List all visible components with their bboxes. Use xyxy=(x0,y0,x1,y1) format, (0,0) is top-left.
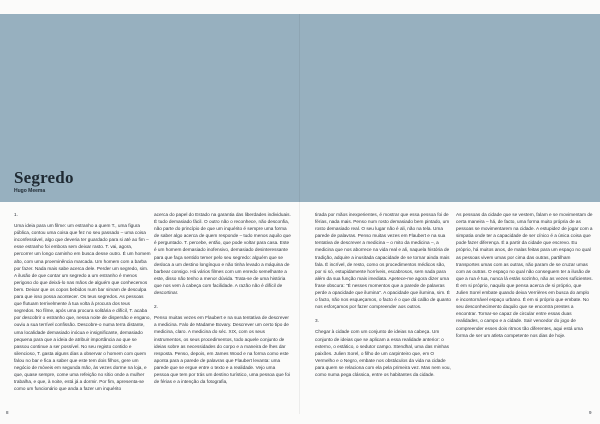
section-number-3: 3. xyxy=(315,318,319,324)
text-column-4 xyxy=(456,211,593,346)
paragraph: acerca do papel do Estado na garantia das liberdades individuais. É tudo demasiado fácil. O outro não o reconhece, não desconfia, não parte do princípio de que um inquérito é sempre uma forma de saber algo acerca de quem responde – tudo menos aquilo que é perguntado. T. percebe, então, que pode voltar para casa. Este é um homem demasiado inofensivo, demasiado desinteressante para que faça sentido temer pelo seu segredo: alguém que se desloca a um destino longínquo e não tinha levado a máquina de barbear consigo. Há vários filmes com um enredo semelhante a este, disso não tenho a menor dúvida. Trata-se de uma história que nos vem à cabeça com facilidade. A razão não é difícil de descortinar. xyxy=(154,212,291,296)
text-column-3 xyxy=(315,211,452,385)
section-number-2: 2. xyxy=(154,304,158,310)
article-title: Segredo xyxy=(14,168,74,187)
text-column-1 xyxy=(14,211,151,399)
page-number-right: 9 xyxy=(589,410,592,415)
article-author: Hugo Meema xyxy=(14,188,46,194)
header-color-band xyxy=(0,14,600,202)
text-column-2 xyxy=(154,211,291,392)
paragraph: tirada por mãos inexperientes, é mostrar que essa pessoa foi de férias, nada mais. Penso num rosto demasiado bem pintado, um rosto demasiado real. O seu lugar não é ali, não na tela. Uma parede de palavras. Penso muitas vezes em Flaubert e na sua tentativa de descrever a medicina – o mito da medicina –, a medicina que nos aborrece na vida real e ali, naquela história de tradição, adquire a inusitada capacidade de se tornar ainda mais fala. É incrível, de resto, como os procedimentos médicos são, por si só, estupidamente horríveis, escabrosos, sem nada para além da sua função mais imediata. Apetece-me agora dizer uma frase obscura: "É nesses momentos que a parede de palavras perde a opacidade que ilumina". A opacidade que ilumina, sim. É o facto, não nos esqueçamos, o facto é o que dá calão de quanto nos esforçamos por fazer compreender aos outros. xyxy=(315,212,452,310)
paragraph: Chegar à cidade com um conjunto de ideias na cabeça. Um conjunto de ideias que se aplicam a essa realidade anterior: o externo, o estático, o sedutor campo. Stendhal, uma das minhas paixões. Julien Sorel, o filho de um carpinteiro que, em O Vermelho e o Negro, embate nos obstáculos da vida na cidade para quem se relaciona com ela pela primeira vez. Mas nem vou, como numa pega clássica, entre os habitantes da cidade. xyxy=(315,329,451,377)
paragraph: Uma ideia para um filme: um estranho a quem T., uma figura pública, contou uma coisa que fez no seu passado – uma coisa inconfessável, algo que deveria ter guardado para si até ao fim – esse estranho foi embora sem deixar rasto. T. vai, agora, percorrer um longo caminho em busca desse outro. É um homem alto, com uma proeminência marcada. Um homem com a barba por fazer. Nada mais sabe acerca dele. Perder um segredo, sim. A ilusão de que contar um segredo a um estranho é menos perigoso do que deixá-lo nas mãos de alguém que conhecemos bem. Deixar que os copos bebidos num bar sirvam de desculpa para que isso possa acontecer. Os teus segredos. As pessoas que flutuam terrivelmente à tua volta à procura dos teus segredos. No filme, após uma procura solitária e difícil, T. acaba por descobrir o estranho que, nessa noite de dispersão e engano, ouviu a sua terrível confissão. Descobre-o numa terra distante, uma localidade demasiado inócua e insignificante, demasiado pequena para que a ideia de atribuir importância ao que se passou continue a ser possível. No seu registo contido e silencioso, T. gasta alguns dias a observar o homem com quem falou no bar e fica a saber que este tem dois filhos, gere um negócio de móveis em segunda mão, às vezes dorme na loja, e que, quase sempre, come uma refeição no sítio onde a mulher trabalha, e que, à noite, está já a dormir. Por fim, apresenta-se como um funcionário que anda a fazer um inquérito xyxy=(14,223,151,392)
section-number-1: 1. xyxy=(14,212,18,217)
paragraph: As pessoas da cidade que se vestem, falam e se movimentam de certa maneira – há, de facto, uma forma muito própria de as pessoas se movimentarem na cidade. A estupidez de jogar com a simpatia onde ter a capacidade de ser cínico é a única coisa que pode fazer diferença. É a partir da cidade que escrevo. Eu próprio, há muitos anos, de malas feitas para um espaço no qual as pessoas vivem umas por cima das outras, partilham transportes umas com as outras, não param de se cruzar umas com as outras. O espaço no qual não conseguem ter a ilusão de que a rua é tua, nunca lá estás sozinho, não as vezes suficientes. É em si próprio, naquilo que pensa acerca de si próprio, que Julien Sorel embate quando deixa Verrières em busca do amplo e incontornável espaço urbano. É em si próprio que embate. No seu desconhecimento daquilo que se encontra prestes a encontrar. Tornar-se capaz de circular entre essas duas realidades, o campo e a cidade. Sair vencedor do jogo de compreender esses dois ritmos tão diferentes, aqui está uma forma de ser um atleta competente nos dias de hoje. xyxy=(456,212,593,338)
paragraph: Penso muitas vezes em Flaubert e na sua tentativa de descrever a medicina. Falo de Madame Bovary. Descrever um certo tipo de medicina, claro. A medicina do séc. XIX, com os seus instrumentos, os seus procedimentos, todo aquele conjunto de ideias sobre as necessidades do corpo e a maneira de lhes dar resposta. Penso, depois, em James Wood e na forma como este aponta para a parede de palavras que Flaubert levanta: uma parede que se ergue entre o texto e a realidade. Vejo uma pessoa que tem por trás um destino turístico, uma pessoa que foi de férias e a intenção da fotografia, xyxy=(154,315,291,385)
page-number-left: 8 xyxy=(6,410,9,415)
page-gutter xyxy=(299,14,300,414)
